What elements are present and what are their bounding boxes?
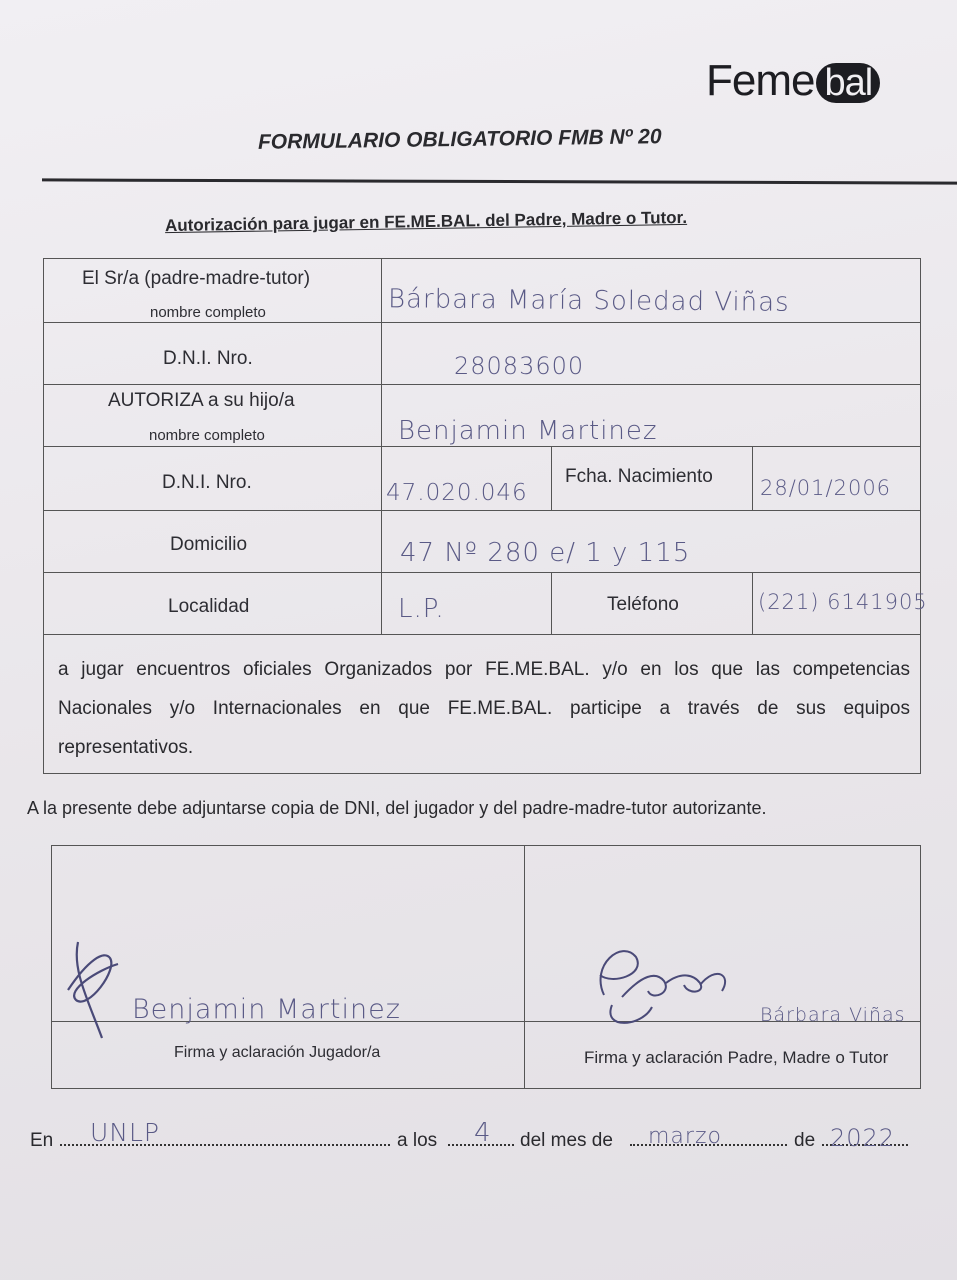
child-dni-value[interactable]: 47.020.046 [386, 480, 528, 506]
table-divider [752, 572, 753, 634]
table-divider [551, 446, 552, 510]
table-divider [43, 322, 920, 323]
guardian-label: El Sr/a (padre-madre-tutor) [82, 268, 311, 289]
guardian-dni-value[interactable]: 28083600 [454, 352, 585, 380]
guardian-name-value[interactable]: Bárbara María Soledad Viñas [387, 284, 790, 318]
form-subtitle: Autorización para jugar en FE.ME.BAL. del Padre, Madre o Tutor. [164, 207, 688, 236]
birth-date-label: Fcha. Nacimiento [565, 466, 713, 487]
table-divider [43, 510, 920, 511]
authorizes-label: AUTORIZA a su hijo/a [108, 390, 295, 411]
place-label: En [30, 1130, 54, 1151]
year-label: de [794, 1130, 816, 1151]
authorization-text: a jugar encuentros oficiales Organizados por FE.ME.BAL. y/o en los que las competencias Nacionales y/o Internacionales en que FE.ME.BAL. participe a través de sus equipos representativos. [58, 659, 910, 758]
table-divider [43, 572, 920, 573]
table-divider [43, 446, 920, 447]
child-dni-label: D.N.I. Nro. [162, 472, 252, 493]
day-value[interactable]: 4 [474, 1118, 492, 1148]
birth-date-value[interactable]: 28/01/2006 [760, 476, 892, 500]
title-divider [42, 178, 957, 184]
month-label: del mes de [520, 1130, 613, 1151]
table-divider [43, 384, 920, 385]
table-divider [752, 446, 753, 510]
child-sublabel: nombre completo [149, 427, 265, 444]
place-value[interactable]: UNLP [90, 1118, 161, 1147]
table-divider [551, 572, 552, 634]
guardian-dni-label: D.N.I. Nro. [163, 348, 253, 369]
guardian-printed-name: Bárbara Viñas [760, 1004, 906, 1026]
signature-divider [524, 845, 525, 1088]
city-label: Localidad [168, 596, 250, 617]
table-divider [43, 634, 920, 635]
guardian-signature-label: Firma y aclaración Padre, Madre o Tutor [584, 1048, 889, 1067]
city-value[interactable]: L.P. [398, 594, 445, 624]
phone-label: Teléfono [607, 594, 679, 615]
guardian-signature-scribble [582, 935, 742, 1030]
day-label: a los [397, 1130, 438, 1151]
child-name-value[interactable]: Benjamin Martinez [398, 416, 658, 446]
month-value[interactable]: marzo [648, 1124, 722, 1149]
phone-value[interactable]: (221) 6141905 [758, 590, 928, 614]
address-value[interactable]: 47 Nº 280 e/ 1 y 115 [400, 538, 691, 568]
year-value[interactable]: 2022 [830, 1124, 896, 1152]
femebal-logo: Feme bal [706, 56, 880, 106]
player-signature-label: Firma y aclaración Jugador/a [174, 1044, 381, 1061]
attachment-note: A la presente debe adjuntarse copia de DNI, del jugador y del padre-madre-tutor autorizante. [27, 798, 767, 818]
player-signature-scribble [58, 930, 128, 1045]
player-printed-name: Benjamin Martinez [132, 994, 401, 1025]
form-title: FORMULARIO OBLIGATORIO FMB Nº 20 [257, 125, 662, 154]
address-label: Domicilio [170, 534, 248, 555]
guardian-sublabel: nombre completo [150, 304, 266, 321]
